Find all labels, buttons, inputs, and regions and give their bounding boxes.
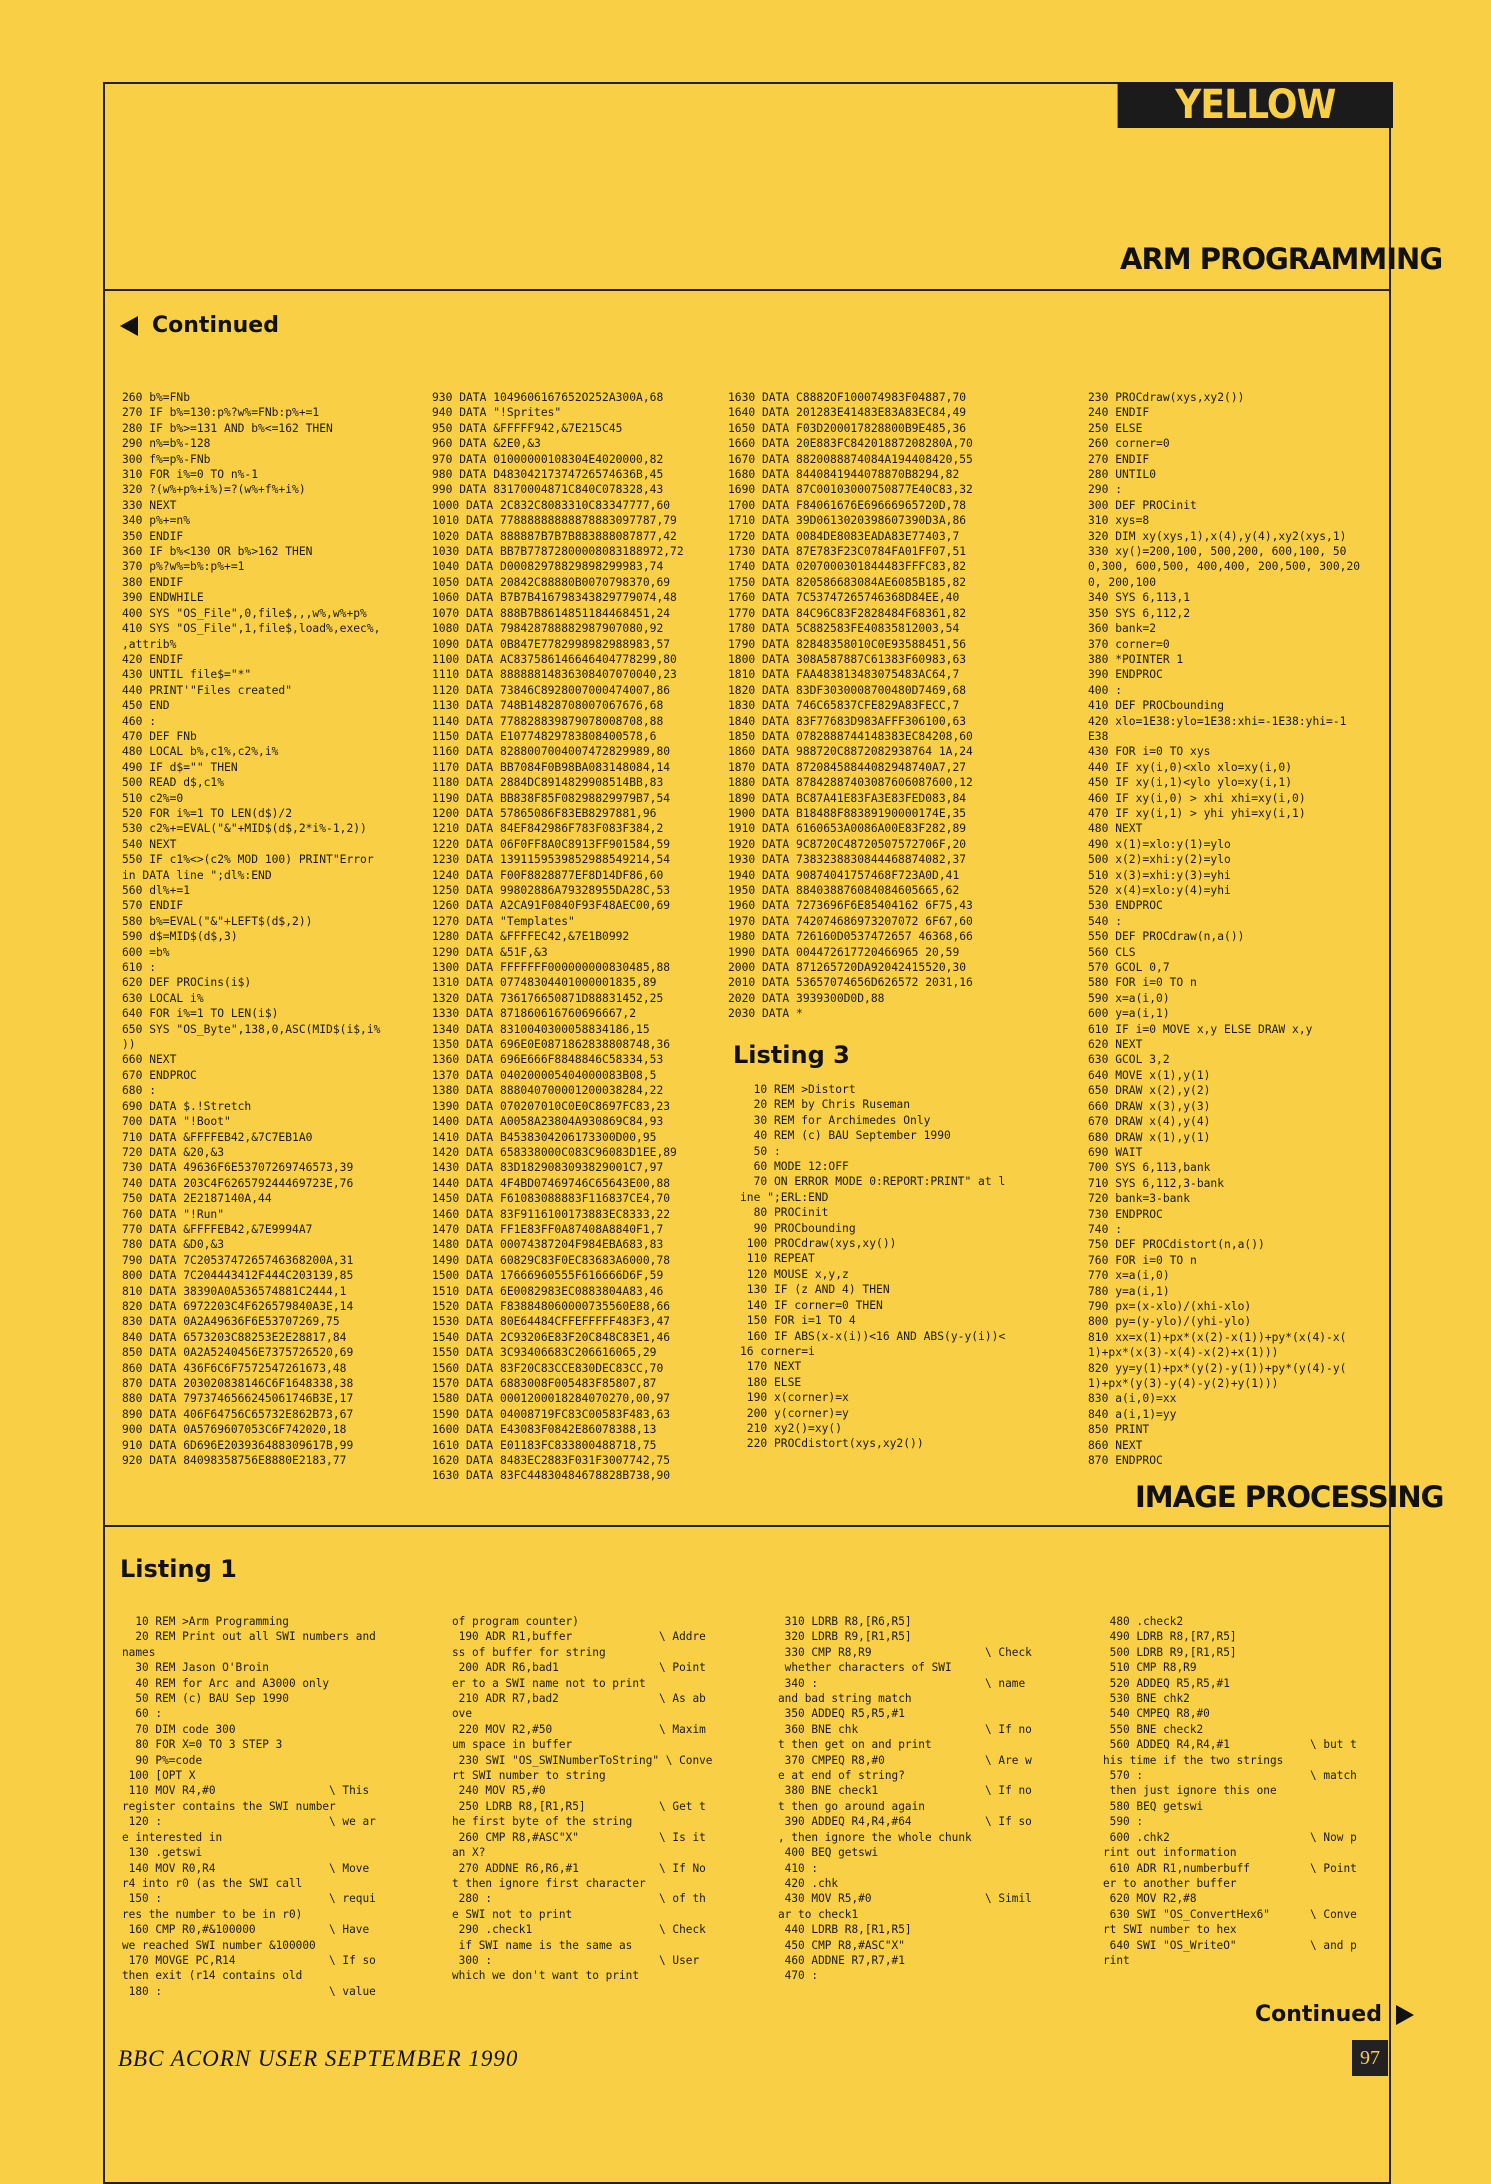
arrow-right-icon <box>1396 2005 1414 2025</box>
continued-top-label: Continued <box>152 313 279 338</box>
header-divider <box>103 289 1391 291</box>
page-number: 97 <box>1352 2040 1388 2076</box>
code-column-2: 930 DATA 1049606167652O252A300A,68 940 DATA "!Sprites" 950 DATA &FFFFF942,&7E215C45 960 DATA &2E0,&3 970 DATA 01000000108304E4020000,82 980 DATA D48304217374726574636B,45 990 DATA 83170004871C840C078328,43 1000 DATA 2C832C8083310C83347777,60 1010 DATA 77888888888878883097787,79 1020 DATA 888887B7B7B883888087877,42 1030 DATA BB7B77872800008083188972,72 1040 DATA D00082978829898299983,74 1050 DATA 20842C88880B0070798370,69 1060 DATA B7B7B416798343829779074,48 1070 DATA 888B7B8614851184468451,24 1080 DATA 798428788882987907080,92 1090 DATA 0B847E7782998982988983,57 1100 DATA AC837586146646404778299,80 1110 DATA 88888814836308407070040,23 1120 DATA 73846C8928007000474007,86 1130 DATA 748B14828708007067676,68 1140 DATA 778828839879078008708,88 1150 DATA E10774829783808400578,6 1160 DATA 8288007004007472829989,80 1170 DATA BB7084F0B98BA083148084,14 1180 DATA 2884DC8914829908514BB,83 1190 DATA BB838F85F08298829979B7,54 1200 DATA 57865086F83EB8297881,96 1210 DATA 84EF842986F783F083F384,2 1220 DATA 06F0FF8A0C8913FF901584,59 1230 DATA 1391159539852988549214,54 1240 DATA F00F8828877EF8D14DF86,60 1250 DATA 99802886A79328955DA28C,53 1260 DATA A2CA91F0840F93F48AEC00,69 1270 DATA "Templates" 1280 DATA &FFFFEC42,&7E1B0992 1290 DATA &51F,&3 1300 DATA FFFFFFF000000000830485,88 1310 DATA 07748304401000001835,89 1320 DATA 736176650871D88831452,25 1330 DATA 871860616760696667,2 1340 DATA 8310040300058834186,15 1350 DATA 696E0E0871862838808748,36 1360 DATA 696E666F8848846C58334,53 1370 DATA 040200005404000083B08,5 1380 DATA 888040700001200038284,22 1390 DATA 070207010C0E0C8697FC83,23 1400 DATA A0058A23804A930869C84,93 1410 DATA B4538304206173300D00,95 1420 DATA 658338000C083C96083D1EE,89 1430 DATA 83D1829083093829001C7,97 1440 DATA 4F4BD07469746C65643E00,88 1450 DATA F61083088883F116837CE4,70 1460 DATA 83F9116100173883EC8333,22 1470 DATA FF1E83FF0A87408A8840F1,7 1480 DATA 00074387204F984EBA683,83 1490 DATA 60829C83F0EC83683A6000,78 1500 DATA 17666960555F616666D6F,59 1510 DATA 6E0082983EC0883804A83,46 1520 DATA F838848060000735560E88,66 1530 DATA 80E64484CFFEFFFFF483F3,47 1540 DATA 2C93206E83F20C848C83E1,46 1550 DATA 3C93406683C206616065,29 1560 DATA 83F20C83CCE830DEC83CC,70 1570 DATA 6883008F005483F85807,87 1580 DATA 0001200018284070270,00,97 1590 DATA 04008719FC83C00583F483,63 1600 DATA E43083F0842E86078388,13 1610 DATA E01183FC833800488718,75 1620 DATA 8483EC2883F031F3007742,75 1630 DATA 83FC44830484678828B738,90 <box>432 391 684 1483</box>
code-column-1: 260 b%=FNb 270 IF b%=130:p%?w%=FNb:p%+=1 280 IF b%>=131 AND b%<=162 THEN 290 n%=b%-128 300 f%=p%-FNb 310 FOR i%=0 TO n%-1 320 ?(w%+p%+i%)=?(w%+f%+i%) 330 NEXT 340 p%+=n% 350 ENDIF 360 IF b%<130 OR b%>162 THEN 370 p%?w%=b%:p%+=1 380 ENDIF 390 ENDWHILE 400 SYS "OS_File",0,file$,,,w%,w%+p% 410 SYS "OS_File",1,file$,load%,exec%, ,attrib% 420 ENDIF 430 UNTIL file$="*" 440 PRINT'"Files created" 450 END 460 : 470 DEF FNb 480 LOCAL b%,c1%,c2%,i% 490 IF d$="" THEN 500 READ d$,c1% 510 c2%=0 520 FOR i%=1 TO LEN(d$)/2 530 c2%+=EVAL("&"+MID$(d$,2*i%-1,2)) 540 NEXT 550 IF c1%<>(c2% MOD 100) PRINT"Error in DATA line ";dl%:END 560 dl%+=1 570 ENDIF 580 b%=EVAL("&"+LEFT$(d$,2)) 590 d$=MID$(d$,3) 600 =b% 610 : 620 DEF PROCins(i$) 630 LOCAL i% 640 FOR i%=1 TO LEN(i$) 650 SYS "OS_Byte",138,0,ASC(MID$(i$,i% )) 660 NEXT 670 ENDPROC 680 : 690 DATA $.!Stretch 700 DATA "!Boot" 710 DATA &FFFFEB42,&7C7EB1A0 720 DATA &20,&3 730 DATA 49636F6E53707269746573,39 740 DATA 203C4F626579244469723E,76 750 DATA 2E2187140A,44 760 DATA "!Run" 770 DATA &FFFFEB42,&7E9994A7 780 DATA &D0,&3 790 DATA 7C2053747265746368200A,31 800 DATA 7C204443412F444C203139,85 810 DATA 38390A0A536574881C2444,1 820 DATA 6972203C4F626579840A3E,14 830 DATA 0A2A49636F6E53707269,75 840 DATA 6573203C88253E2E28817,84 850 DATA 0A2A5240456E7375726520,69 860 DATA 436F6C6F7572547261673,48 870 DATA 203020838146C6F1648338,38 880 DATA 7973746566245061746B3E,17 890 DATA 406F64756C65732E862B73,67 900 DATA 0A5769607053C6F742020,18 910 DATA 6D696E203936488309617B,99 920 DATA 84098358756E8880E2183,77 <box>122 391 381 1468</box>
yellow-pages-banner: YELLOW PAGES <box>1118 82 1393 128</box>
continued-bottom <box>1255 2002 1414 2027</box>
listing-1-column-3: 310 LDRB R8,[R6,R5] 320 LDRB R9,[R1,R5] 330 CMP R8,R9 \ Check whether characters of SWI 340 : \ name and bad string match 350 ADDEQ R5,R5,#1 360 BNE chk \ If no t then get on and print 370 CMPEQ R8,#0 \ Are w e at end of string? 380 BNE check1 \ If no t then go around again 390 ADDEQ R4,R4,#64 \ If so , then ignore the whole chunk 400 BEQ getswi 410 : 420 .chk 430 MOV R5,#0 \ Simil ar to check1 440 LDRB R8,[R1,R5] 450 CMP R8,#ASC"X" 460 ADDNE R7,R7,#1 470 : <box>778 1615 1032 1983</box>
code-column-3: 1630 DATA C8882OF100074983F04887,70 1640 DATA 201283E41483E83A83EC84,49 1650 DATA F03D200017828800B9E485,36 1660 DATA 20E883FC84201887208280A,70 1670 DATA 8820088874084A194408420,55 1680 DATA 8440841944078870B8294,82 1690 DATA 87C00103000750877E40C83,32 1700 DATA F84061676E69666965720D,78 1710 DATA 39D0613020398607390D3A,86 1720 DATA 0084DE8083EADA83E77403,7 1730 DATA 87E783F23C0784FA01FF07,51 1740 DATA 0207000301844483FFFC83,82 1750 DATA 820586683084AE6085B185,82 1760 DATA 7C53747265746368D84EE,40 1770 DATA 84C96C83F2828484F68361,82 1780 DATA 5C882583FE40835812003,54 1790 DATA 82848358010C0E93588451,56 1800 DATA 308A587887C61383F60983,63 1810 DATA FAA483813483075483AC64,7 1820 DATA 83DF3030008700480D7469,68 1830 DATA 746C65837CFE829A83FECC,7 1840 DATA 83F77683D983AFFF306100,63 1850 DATA 0782888744148383EC84208,60 1860 DATA 988720C8872082938764 1A,24 1870 DATA 87208458844082948740A7,27 1880 DATA 87842887403087606087600,12 1890 DATA BC87A41E83FA3E83FED083,84 1900 DATA B18488F88389190000174E,35 1910 DATA 6160653A0086A00E83F282,89 1920 DATA 9C8720C48720507572706F,20 1930 DATA 7383238830844468874082,37 1940 DATA 90874041757468F723A0D,41 1950 DATA 884038876084084605665,62 1960 DATA 7273696F6E85404162 6F75,43 1970 DATA 742074686973207072 6F67,60 1980 DATA 726160D0537472657 46368,66 1990 DATA 004472617720466965 20,59 2000 DATA 871265720DA92042415520,30 2010 DATA 53657074656D626572 2031,16 2020 DATA 3939300D0D,88 2030 DATA * <box>728 391 973 1021</box>
continued-bottom-label: Continued <box>1255 2002 1382 2027</box>
lower-divider <box>103 1525 1391 1527</box>
footer-publication: BBC ACORN USER SEPTEMBER 1990 <box>118 2046 519 2071</box>
listing-1-column-4: 480 .check2 490 LDRB R8,[R7,R5] 500 LDRB R9,[R1,R5] 510 CMP R8,R9 520 ADDEQ R5,R5,#1 530 BNE chk2 540 CMPEQ R8,#0 550 BNE check2 560 ADDEQ R4,R4,#1 \ but t his time if the two strings 570 : \ match then just ignore this one 580 BEQ getswi 590 : 600 .chk2 \ Now p rint out information 610 ADR R1,numberbuff \ Point er to another buffer 620 MOV R2,#8 630 SWI "OS_ConvertHex6" \ Conve rt SWI number to hex 640 SWI "OS_WriteO" \ and p rint <box>1103 1615 1357 1967</box>
section-heading-image-processing: IMAGE PROCESSING <box>1135 1480 1444 1514</box>
listing-1-column-1: 10 REM >Arm Programming 20 REM Print out all SWI numbers and names 30 REM Jason O'Broin 40 REM for Arc and A3000 only 50 REM (c) BAU Sep 1990 60 : 70 DIM code 300 80 FOR X=0 TO 3 STEP 3 90 P%=code 100 [OPT X 110 MOV R4,#0 \ This register contains the SWI number 120 : \ we ar e interested in 130 .getswi 140 MOV R0,R4 \ Move r4 into r0 (as the SWI call 150 : \ requi res the number to be in r0) 160 CMP R0,#&100000 \ Have we reached SWI number &100000 170 MOVGE PC,R14 \ If so then exit (r14 contains old 180 : \ value <box>122 1615 376 1998</box>
section-heading-arm-programming: ARM PROGRAMMING <box>1120 242 1443 276</box>
arrow-left-icon <box>120 316 138 336</box>
code-column-4: 230 PROCdraw(xys,xy2()) 240 ENDIF 250 ELSE 260 corner=0 270 ENDIF 280 UNTIL0 290 : 300 DEF PROCinit 310 xys=8 320 DIM xy(xys,1),x(4),y(4),xy2(xys,1) 330 xy()=200,100, 500,200, 600,100, 50 0,300, 600,500, 400,400, 200,500, 300,20 0, 200,100 340 SYS 6,113,1 350 SYS 6,112,2 360 bank=2 370 corner=0 380 *POINTER 1 390 ENDPROC 400 : 410 DEF PROCbounding 420 xlo=1E38:ylo=1E38:xhi=-1E38:yhi=-1 E38 430 FOR i=0 TO xys 440 IF xy(i,0)<xlo xlo=xy(i,0) 450 IF xy(i,1)<ylo ylo=xy(i,1) 460 IF xy(i,0) > xhi xhi=xy(i,0) 470 IF xy(i,1) > yhi yhi=xy(i,1) 480 NEXT 490 x(1)=xlo:y(1)=ylo 500 x(2)=xhi:y(2)=ylo 510 x(3)=xhi:y(3)=yhi 520 x(4)=xlo:y(4)=yhi 530 ENDPROC 540 : 550 DEF PROCdraw(n,a()) 560 CLS 570 GCOL 0,7 580 FOR i=0 TO n 590 x=a(i,0) 600 y=a(i,1) 610 IF i=0 MOVE x,y ELSE DRAW x,y 620 NEXT 630 GCOL 3,2 640 MOVE x(1),y(1) 650 DRAW x(2),y(2) 660 DRAW x(3),y(3) 670 DRAW x(4),y(4) 680 DRAW x(1),y(1) 690 WAIT 700 SYS 6,113,bank 710 SYS 6,112,3-bank 720 bank=3-bank 730 ENDPROC 740 : 750 DEF PROCdistort(n,a()) 760 FOR i=0 TO n 770 x=a(i,0) 780 y=a(i,1) 790 px=(x-xlo)/(xhi-xlo) 800 py=(y-ylo)/(yhi-ylo) 810 xx=x(1)+px*(x(2)-x(1))+py*(x(4)-x( 1)+px*(x(3)-x(4)-x(2)+x(1))) 820 yy=y(1)+px*(y(2)-y(1))+py*(y(4)-y( 1)+px*(y(3)-y(4)-y(2)+y(1))) 830 a(i,0)=xx 840 a(i,1)=yy 850 PRINT 860 NEXT 870 ENDPROC <box>1088 391 1361 1468</box>
listing-3-code: 10 REM >Distort 20 REM by Chris Ruseman 30 REM for Archimedes Only 40 REM (c) BAU September 1990 50 : 60 MODE 12:OFF 70 ON ERROR MODE 0:REPORT:PRINT" at l ine ";ERL:END 80 PROCinit 90 PROCbounding 100 PROCdraw(xys,xy()) 110 REPEAT 120 MOUSE x,y,z 130 IF (z AND 4) THEN 140 IF corner=0 THEN 150 FOR i=1 TO 4 160 IF ABS(x-x(i))<16 AND ABS(y-y(i))< 16 corner=i 170 NEXT 180 ELSE 190 x(corner)=x 200 y(corner)=y 210 xy2()=xy() 220 PROCdistort(xys,xy2()) <box>740 1083 1006 1451</box>
continued-top <box>120 313 279 338</box>
listing-1-column-2: of program counter) 190 ADR R1,buffer \ Addre ss of buffer for string 200 ADR R6,bad1 \ Point er to a SWI name not to print 210 ADR R7,bad2 \ As ab ove 220 MOV R2,#50 \ Maxim um space in buffer 230 SWI "OS_SWINumberToString" \ Conve rt SWI number to string 240 MOV R5,#0 250 LDRB R8,[R1,R5] \ Get t he first byte of the string 260 CMP R8,#ASC"X" \ Is it an X? 270 ADDNE R6,R6,#1 \ If No t then ignore first character 280 : \ of th e SWI not to print 290 .check1 \ Check if SWI name is the same as 300 : \ User which we don't want to print <box>452 1615 713 1983</box>
listing-1-title: Listing 1 <box>120 1555 237 1583</box>
listing-3-title: Listing 3 <box>733 1041 850 1069</box>
